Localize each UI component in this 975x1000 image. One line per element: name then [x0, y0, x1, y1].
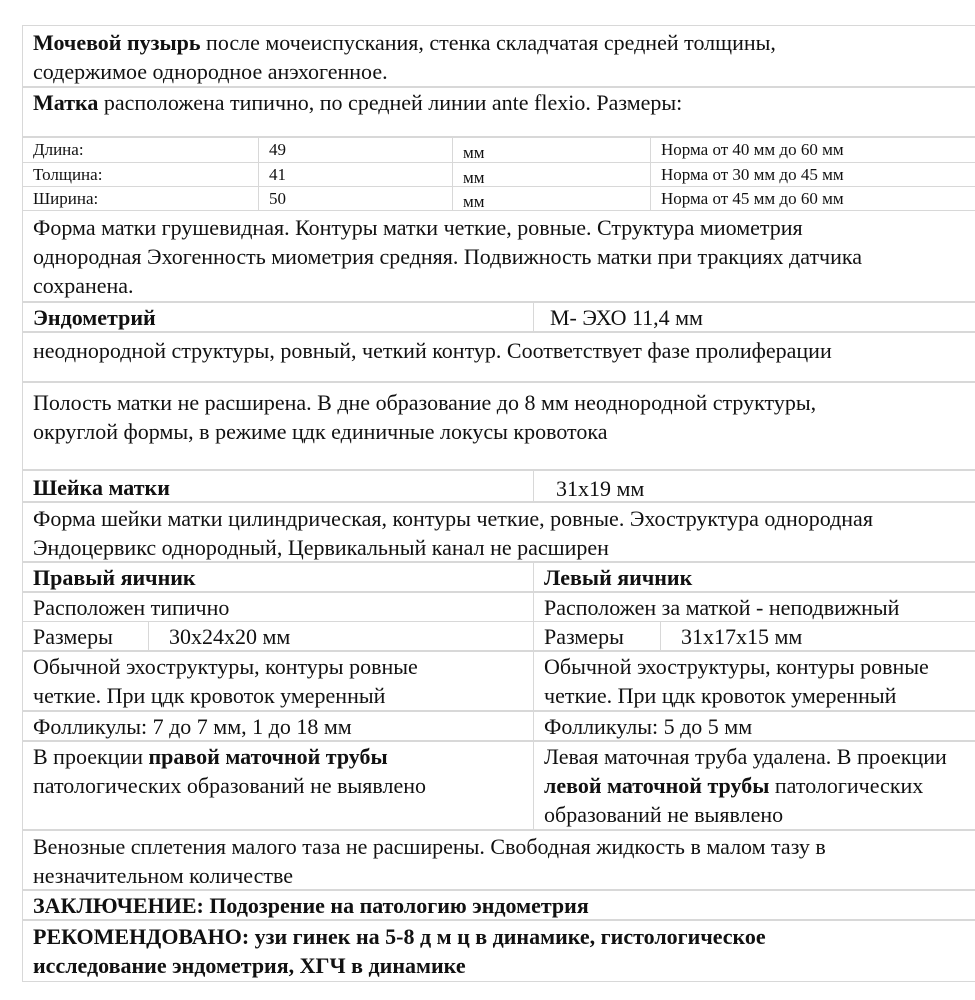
size-norm: Норма от 45 мм до 60 мм: [661, 189, 844, 208]
size-cell-norm: [650, 162, 975, 187]
right-ovary-title: Правый яичник: [33, 565, 196, 590]
endometrium-desc-row: [22, 332, 975, 382]
veins-row: [22, 830, 975, 890]
endometrium-desc: неоднородной структуры, ровный, четкий контур. Соответствует фазе пролиферации: [33, 338, 832, 363]
cervix-label-cell: [22, 470, 534, 502]
left-tube-bold: левой маточной трубы: [544, 773, 770, 798]
right-tube-text: В проекции: [33, 744, 149, 769]
left-tube-cell: [533, 741, 975, 830]
left-ovary-structure: Обычной эхоструктуры, контуры ровные: [544, 654, 929, 679]
bladder-line-1: [33, 28, 776, 57]
endometrium-label: Эндометрий: [33, 305, 156, 330]
size-unit: мм: [463, 192, 485, 211]
right-tube-text: патологических образований не выявлено: [33, 773, 427, 798]
cavity-line: округлой формы, в режиме цдк единичные локусы кровотока: [33, 419, 608, 444]
veins-line: Венозные сплетения малого таза не расширены. Свободная жидкость в малом тазу в: [33, 834, 826, 859]
left-tube-text: патологических: [769, 773, 924, 798]
left-ovary-follicles: Фолликулы: 5 до 5 мм: [544, 714, 753, 739]
size-norm: Норма от 30 мм до 45 мм: [661, 165, 844, 184]
size-cell-unit: [452, 186, 651, 211]
right-tube-bold: правой маточной трубы: [148, 744, 388, 769]
endometrium-value-cell: [533, 302, 975, 332]
right-ovary-size-cell: [148, 621, 534, 651]
right-ovary-follicles-cell: [22, 711, 534, 741]
size-label: Ширина:: [33, 189, 99, 208]
left-ovary-size: 31x17x15 мм: [681, 624, 803, 649]
left-ovary-position: Расположен за маткой - неподвижный: [544, 595, 900, 620]
bladder-text: после мочеиспускания, стенка складчатая средней толщины,: [200, 30, 776, 55]
left-ovary-size-label: Размеры: [544, 624, 624, 649]
veins-line: незначительном количестве: [33, 863, 293, 888]
right-ovary-structure-cell: [22, 651, 534, 711]
size-label: Длина:: [33, 140, 84, 159]
left-tube-text: Левая маточная труба удалена. В проекции: [544, 744, 947, 769]
left-ovary-follicles-cell: [533, 711, 975, 741]
conclusion-row: [22, 890, 975, 920]
right-ovary-position-cell: [22, 592, 534, 622]
right-ovary-size-label: Размеры: [33, 624, 113, 649]
uterus-form-line: Форма матки грушевидная. Контуры матки четкие, ровные. Структура миометрия: [33, 215, 803, 240]
recommended-row: [22, 920, 975, 982]
uterus-title: Матка: [33, 90, 99, 115]
left-ovary-structure: четкие. При цдк кровоток умеренный: [544, 683, 897, 708]
right-ovary-title-cell: [22, 562, 534, 592]
size-cell-unit: [452, 137, 651, 163]
cervix-desc-line: Эндоцервикс однородный, Цервикальный канал не расширен: [33, 535, 609, 560]
size-norm: Норма от 40 мм до 60 мм: [661, 140, 844, 159]
size-cell-norm: [650, 186, 975, 211]
right-ovary-size-label-cell: [22, 621, 149, 651]
uterus-text: расположена типично, по средней линии ante flexio. Размеры:: [98, 90, 683, 115]
cervix-label: Шейка матки: [33, 475, 170, 500]
left-ovary-size-label-cell: [533, 621, 661, 651]
uterus-row: [22, 87, 975, 137]
right-ovary-follicles: Фолликулы: 7 до 7 мм, 1 до 18 мм: [33, 714, 352, 739]
right-ovary-size: 30x24x20 мм: [169, 624, 291, 649]
cervix-value: 31x19 мм: [556, 476, 645, 501]
cervix-desc-line: Форма шейки матки цилиндрическая, контуры четкие, ровные. Эхоструктура однородная: [33, 506, 873, 531]
recommended-line: РЕКОМЕНДОВАНО: узи гинек на 5-8 д м ц в динамике, гистологическое: [33, 924, 766, 949]
left-ovary-title-cell: [533, 562, 975, 592]
size-cell-label: [22, 186, 259, 211]
bladder-title: Мочевой пузырь: [33, 30, 201, 55]
size-cell-norm: [650, 137, 975, 163]
left-tube-text: образований не выявлено: [544, 802, 784, 827]
endometrium-label-cell: [22, 302, 534, 332]
size-value: 41: [269, 165, 286, 184]
cavity-row: [22, 382, 975, 470]
size-cell-label: [22, 137, 259, 163]
size-value: 49: [269, 140, 286, 159]
cervix-value-cell: [533, 470, 975, 502]
right-ovary-structure: четкие. При цдк кровоток умеренный: [33, 683, 386, 708]
right-tube-cell: [22, 741, 534, 830]
left-ovary-structure-cell: [533, 651, 975, 711]
size-cell-unit: [452, 162, 651, 187]
size-cell-value: [258, 162, 453, 187]
size-cell-value: [258, 186, 453, 211]
size-value: 50: [269, 189, 286, 208]
cervix-desc-row: [22, 502, 975, 562]
endometrium-value: М- ЭХО 11,4 мм: [550, 305, 703, 330]
bladder-line-2: содержимое однородное анэхогенное.: [33, 59, 388, 84]
size-label: Толщина:: [33, 165, 103, 184]
size-cell-value: [258, 137, 453, 163]
uterus-form-line: сохранена.: [33, 273, 134, 298]
size-unit: мм: [463, 168, 485, 187]
size-cell-label: [22, 162, 259, 187]
conclusion: ЗАКЛЮЧЕНИЕ: Подозрение на патологию эндометрия: [33, 893, 589, 918]
recommended-line: исследование эндометрия, ХГЧ в динамике: [33, 953, 466, 978]
uterus-line: [33, 88, 682, 117]
uterus-form-line: однородная Эхогенность миометрия средняя. Подвижность матки при тракциях датчика: [33, 244, 863, 269]
cavity-line: Полость матки не расширена. В дне образование до 8 мм неоднородной структуры,: [33, 390, 817, 415]
right-ovary-position: Расположен типично: [33, 595, 230, 620]
left-ovary-size-cell: [660, 621, 975, 651]
right-ovary-structure: Обычной эхоструктуры, контуры ровные: [33, 654, 418, 679]
uterus-form-row: [22, 210, 975, 302]
left-ovary-title: Левый яичник: [544, 565, 693, 590]
bladder-row: [22, 25, 975, 87]
size-unit: мм: [463, 143, 485, 162]
left-ovary-position-cell: [533, 592, 975, 622]
